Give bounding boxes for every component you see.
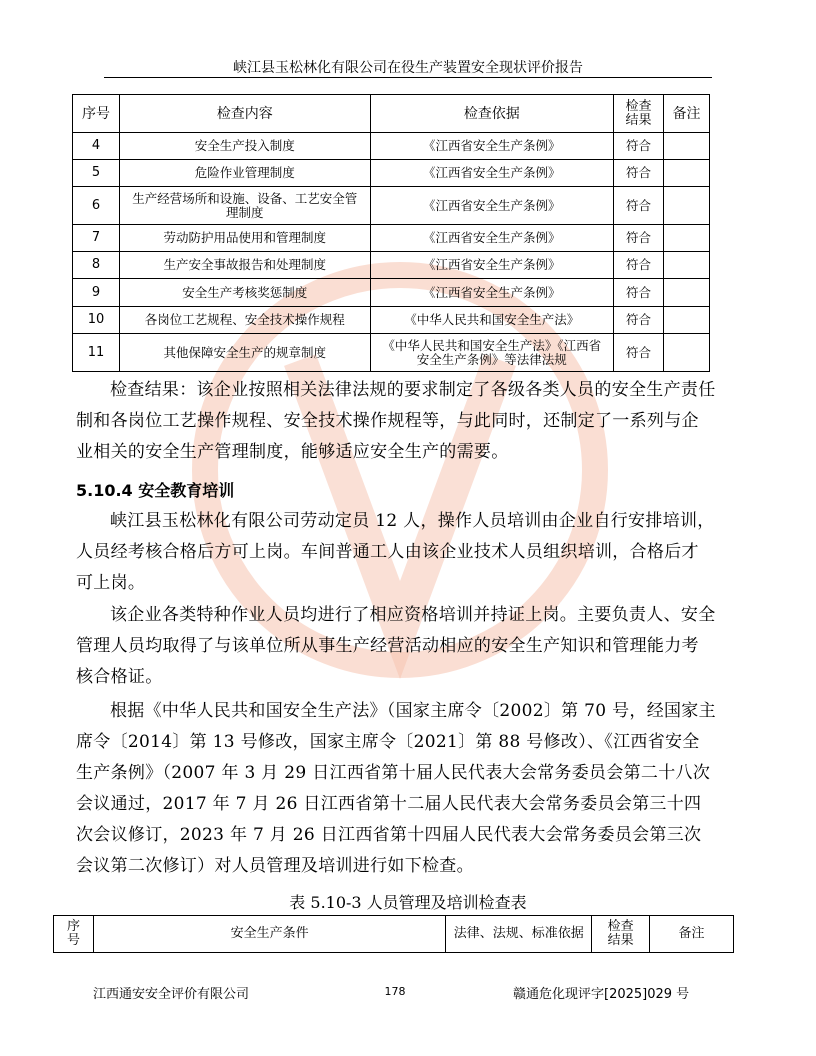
row-item: 生产安全事故报告和处理制度	[119, 252, 370, 279]
col-header-basis: 法律、法规、标准依据	[446, 916, 592, 953]
row-no: 10	[73, 307, 120, 334]
row-result: 符合	[614, 307, 664, 334]
page-header-title: 峡江县玉松林化有限公司在役生产装置安全现状评价报告	[233, 60, 583, 76]
row-basis: 《江西省安全生产条例》	[370, 187, 614, 225]
row-basis: 《江西省安全生产条例》	[370, 279, 614, 307]
table-row	[73, 334, 710, 372]
row-result: 符合	[614, 133, 664, 160]
col-header-result	[614, 95, 664, 133]
col-header-result	[592, 916, 650, 953]
col-header-condition: 安全生产条件	[93, 916, 445, 953]
row-basis: 《中华人民共和国安全生产法》	[370, 307, 614, 334]
row-note	[664, 279, 710, 307]
row-note	[664, 252, 710, 279]
table-caption: 表 5.10-3 人员管理及培训检查表	[289, 893, 527, 912]
row-item: 危险作业管理制度	[119, 160, 370, 187]
row-note	[664, 334, 710, 372]
row-no: 7	[73, 225, 120, 252]
row-basis: 《中华人民共和国安全生产法》《江西省安全生产条例》等法律法规	[370, 334, 614, 372]
col-header-no-line1: 序	[66, 919, 80, 934]
table-row	[73, 279, 710, 307]
row-note	[664, 187, 710, 225]
footer-report-number: 赣通危化现评字[2025]029 号	[513, 987, 690, 1002]
footer-company: 江西通安安全评价有限公司	[93, 987, 250, 1002]
row-no: 9	[73, 279, 120, 307]
row-basis: 《江西省安全生产条例》	[370, 252, 614, 279]
training-paragraph-1: 峡江县玉松林化有限公司劳动定员 12 人，操作人员培训由企业自行安排培训，人员经考核合格后方可上岗。车间普通工人由该企业技术人员组织培训，合格后才可上岗。	[76, 511, 715, 593]
row-note	[664, 160, 710, 187]
row-basis: 《江西省安全生产条例》	[370, 133, 614, 160]
col-header-item: 检查内容	[119, 95, 370, 133]
table-row	[73, 133, 710, 160]
header-divider	[104, 77, 712, 78]
col-header-no	[54, 916, 94, 953]
row-result: 符合	[614, 225, 664, 252]
row-no: 11	[73, 334, 120, 372]
row-note	[664, 133, 710, 160]
col-header-note: 备注	[650, 916, 734, 953]
table-row	[73, 225, 710, 252]
section-heading: 5.10.4 安全教育培训	[76, 481, 235, 500]
table-row	[73, 252, 710, 279]
row-result: 符合	[614, 252, 664, 279]
check-result-paragraph: 检查结果：该企业按照相关法律法规的要求制定了各级各类人员的安全生产责任制和各岗位工艺操作规程、安全技术操作规程等，与此同时，还制定了一系列与企业相关的安全生产管理制度，能够适应安全生产的需要。	[76, 380, 716, 462]
row-no: 6	[73, 187, 120, 225]
col-header-result-line1: 检查	[607, 919, 634, 934]
row-item: 劳动防护用品使用和管理制度	[119, 225, 370, 252]
training-paragraph-3: 根据《中华人民共和国安全生产法》（国家主席令〔2002〕第 70 号，经国家主席令〔2014〕第 13 号修改，国家主席令〔2021〕第 88 号修改）、《江西省安全生产条例》（2007 年 3 月 29 日江西省第十届人民代表大会常务委员会第二十八次会议通过，2017 年 7 月 26 日江西省第十二届人民代表大会常务委员会第三十四次会议修订，2023 年 7 月 26 日江西省第十四届人民代表大会常务委员会第三次会议第二次修订）对人员管理及培训进行如下检查。	[76, 701, 716, 876]
row-note	[664, 225, 710, 252]
training-paragraph-2: 该企业各类特种作业人员均进行了相应资格培训并持证上岗。主要负责人、安全管理人员均取得了与该单位所从事生产经营活动相应的安全生产知识和管理能力考核合格证。	[76, 605, 716, 687]
row-result: 符合	[614, 279, 664, 307]
page-number: 178	[384, 985, 406, 998]
col-header-basis: 检查依据	[370, 95, 614, 133]
row-no: 4	[73, 133, 120, 160]
table-row	[73, 187, 710, 225]
row-item: 各岗位工艺规程、安全技术操作规程	[119, 307, 370, 334]
row-item: 生产经营场所和设施、设备、工艺安全管理制度	[119, 187, 370, 225]
table-header-row	[54, 916, 734, 953]
table-row	[73, 307, 710, 334]
row-basis: 《江西省安全生产条例》	[370, 225, 614, 252]
row-note	[664, 307, 710, 334]
col-header-no-line2: 号	[66, 933, 80, 948]
management-system-check-table	[72, 94, 710, 372]
col-header-note: 备注	[664, 95, 710, 133]
row-item: 其他保障安全生产的规章制度	[119, 334, 370, 372]
table-header-row	[73, 95, 710, 133]
row-result: 符合	[614, 187, 664, 225]
row-no: 5	[73, 160, 120, 187]
row-result: 符合	[614, 334, 664, 372]
col-header-no: 序号	[73, 95, 120, 133]
table-row	[73, 160, 710, 187]
row-basis: 《江西省安全生产条例》	[370, 160, 614, 187]
col-header-result-line2: 结果	[607, 933, 634, 948]
row-no: 8	[73, 252, 120, 279]
col-header-result-line2: 结果	[625, 112, 652, 128]
row-item: 安全生产考核奖惩制度	[119, 279, 370, 307]
row-item: 安全生产投入制度	[119, 133, 370, 160]
col-header-result-line1: 检查	[625, 98, 652, 114]
personnel-training-check-table	[53, 915, 734, 953]
row-result: 符合	[614, 160, 664, 187]
